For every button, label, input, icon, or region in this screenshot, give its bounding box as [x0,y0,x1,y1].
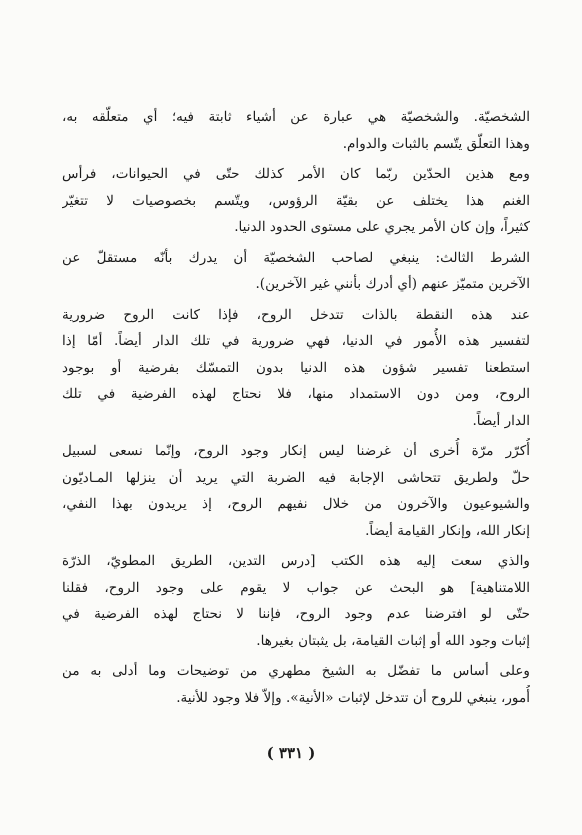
paragraph [62,658,530,711]
text-line: أُمور، ينبغي للروح أن تتدخل لإثبات «الأنية». وإلاّ فلا وجود للأنية. [176,689,530,706]
text-line: الشخصيّة. والشخصيّة هي عبارة عن أشياء ثابتة فيه؛ أي متعلّقه به، [62,109,530,125]
text-line: الدار أيضاً. [472,412,530,429]
body-text [62,104,530,711]
text-line: عند هذه النقطة بالذات تتدخل الروح، فإذا كانت الروح ضرورية [62,306,530,323]
page-number: ( ٣٣١ ) [266,744,316,762]
text-line: الغنم هذا يختلف عن بقيّة الرؤوس، ويتّسم بخصوصيات لا تتغيّر [62,192,530,209]
text-line: كثيراً، وإن كان الأمر يجري على مستوى الحدود الدنيا. [234,219,530,235]
paragraph [62,302,530,435]
text-line: إنكار الله، وإنكار القيامة أيضاً. [365,522,530,539]
text-line: أُكرّر مرّة أُخرى أن غرضنا ليس إنكار وجود الروح، وإنّما نسعى لسبيل [62,443,530,459]
paragraph [62,438,530,544]
paragraph [62,548,530,654]
text-line: وهذا التعلّق يتّسم بالثبات والدوام. [342,135,530,152]
text-line: والذي سعت إليه هذه الكتب [درس التدين، الطريق المطويّ، الذرّة [62,553,530,569]
text-line: وعلى أساس ما تفضّل به الشيخ مطهري من توضيحات وما أدلى به من [62,663,530,679]
text-line: والشيوعيون والآخرون من خلال نفيهم الروح، إذ يريدون بهذا النفي، [62,496,530,512]
paragraph [62,161,530,241]
text-line: حتّى لو افترضنا عدم وجود الروح، فإننا لا نحتاج لهذه الفرضية في [62,606,530,622]
text-line: إثبات وجود الله أو إثبات القيامة، بل يثبتان بغيرها. [256,632,530,649]
text-line: الشرط الثالث: ينبغي لصاحب الشخصيّة أن يدرك بأنّه مستقلّ عن [62,249,530,266]
paragraph [62,104,530,157]
text-line: استطعنا تفسير شؤون هذه الدنيا بدون التمسّك بفرضية أو بوجود [62,359,530,376]
text-line: اللامتناهية] هو البحث عن جواب لا يقوم على وجود الروح، فقلنا [62,579,530,596]
text-line: لتفسير هذه الأُمور في الدنيا، فهي ضرورية في تلك الدار أيضاً. أمّا إذا [62,333,530,349]
text-line: ومع هذين الحدّين ربّما كان الأمر كذلك حتّى في الحيوانات، فرأس [62,166,530,182]
text-line: حلّ ولطريق تتحاشى الإجابة فيه الضربة التي يريد أن ينزلها المـاديّون [62,469,530,486]
text-line: الآخرين متميّز عنهم (أي أدرك بأنني غير الآخرين). [255,276,530,292]
text-line: الروح، ومن دون الاستمداد منها، فلا نحتاج لهذه الفرضية في تلك [62,386,530,402]
paragraph [62,245,530,298]
